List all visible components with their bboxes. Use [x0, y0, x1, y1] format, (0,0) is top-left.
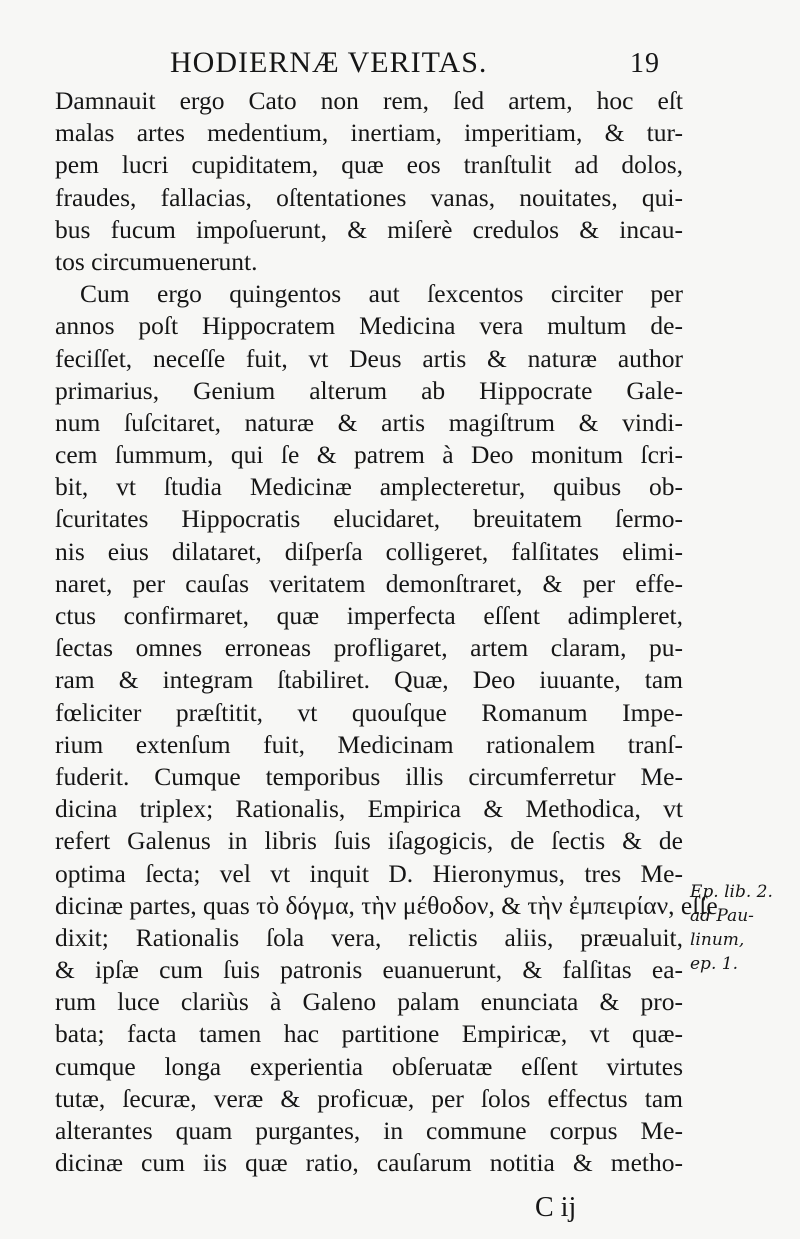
- page-number: 19: [630, 48, 660, 79]
- text-line: bata; facta tamen hac partitione Empiricæ, vt quæ-: [55, 1019, 683, 1049]
- text-line: fraudes, fallacias, oſtentationes vanas, nouitates, qui-: [55, 182, 683, 212]
- text-line: alterantes quam purgantes, in commune corpus Me-: [55, 1116, 683, 1145]
- text-line: bit, vt ſtudia Medicinæ amplecteretur, quibus ob-: [55, 472, 683, 502]
- running-header: [130, 46, 660, 86]
- margin-note-line: linum,: [690, 930, 745, 950]
- margin-note-line: ad Pau-: [690, 906, 754, 926]
- text-line: bus fucum impoſuerunt, & miſerè credulos & incau-: [55, 214, 683, 244]
- text-line: ſectas omnes erroneas profligaret, artem claram, pu-: [55, 633, 683, 663]
- text-line: optima ſecta; vel vt inquit D. Hieronymus, tres Me-: [55, 858, 683, 888]
- text-line: fœliciter præſtitit, vt quouſque Romanum Impe-: [55, 697, 683, 727]
- text-line: pem lucri cupiditatem, quæ eos tranſtulit ad dolos,: [55, 150, 683, 180]
- text-line: dicina triplex; Rationalis, Empirica & Methodica, vt: [55, 794, 683, 824]
- text-line: num ſuſcitaret, naturæ & artis magiſtrum & vindi-: [55, 407, 683, 437]
- text-line: annos poſt Hippocratem Medicina vera multum de-: [55, 311, 683, 341]
- text-line: ctus confirmaret, quæ imperfecta eſſent adimpleret,: [55, 601, 683, 630]
- margin-note-line: ep. 1.: [690, 954, 738, 974]
- text-line: ram & integram ſtabiliret. Quæ, Deo iuuante, tam: [55, 665, 683, 695]
- text-line: rium extenſum fuit, Medicinam rationalem tranſ-: [55, 729, 683, 759]
- text-line: malas artes medentium, inertiam, imperitiam, & tur-: [55, 118, 683, 148]
- text-line: feciſſet, neceſſe fuit, vt Deus artis & naturæ author: [55, 343, 683, 373]
- text-line: refert Galenus in libris ſuis iſagogicis, de ſectis & de: [55, 826, 683, 856]
- text-line: naret, per cauſas veritatem demonſtraret, & per effe-: [55, 568, 683, 598]
- text-line: & ipſæ cum ſuis patronis euanuerunt, & falſitas ea-: [55, 955, 683, 985]
- running-title: HODIERNÆ VERITAS.: [170, 46, 488, 79]
- margin-note: [690, 880, 790, 976]
- text-line: ſcuritates Hippocratis elucidaret, breuitatem ſermo-: [55, 504, 683, 534]
- text-line: fuderit. Cumque temporibus illis circumferretur Me-: [55, 761, 683, 791]
- text-line: Damnauit ergo Cato non rem, ſed artem, hoc eſt: [55, 86, 683, 115]
- text-line: cem ſummum, qui ſe & patrem à Deo monitum ſcri-: [55, 440, 683, 470]
- text-line: dixit; Rationalis ſola vera, relictis aliis, præualuit,: [55, 922, 683, 952]
- text-line: dicinæ cum iis quæ ratio, cauſarum notitia & metho-: [55, 1148, 683, 1178]
- text-line: cumque longa experientia obſeruatæ eſſent virtutes: [55, 1051, 683, 1081]
- text-line: dicinæ partes, quas τὸ δόγμα, τὴν μέθοδον, & τὴν ἐμπειρίαν, eſſe: [55, 890, 718, 920]
- text-line: rum luce clariùs à Galeno palam enunciata & pro-: [55, 987, 683, 1017]
- text-line: nis eius dilataret, diſperſa colligeret, falſitates elimi-: [55, 536, 683, 566]
- margin-note-line: Ep. lib. 2.: [690, 882, 773, 902]
- text-line: tutæ, ſecuræ, veræ & proficuæ, per ſolos effectus tam: [55, 1083, 683, 1113]
- signature-mark: C ij: [535, 1192, 577, 1223]
- text-line: primarius, Genium alterum ab Hippocrate Gale-: [55, 375, 683, 405]
- text-line: tos circumuenerunt.: [55, 246, 258, 276]
- text-line: Cum ergo quingentos aut ſexcentos circiter per: [80, 279, 683, 309]
